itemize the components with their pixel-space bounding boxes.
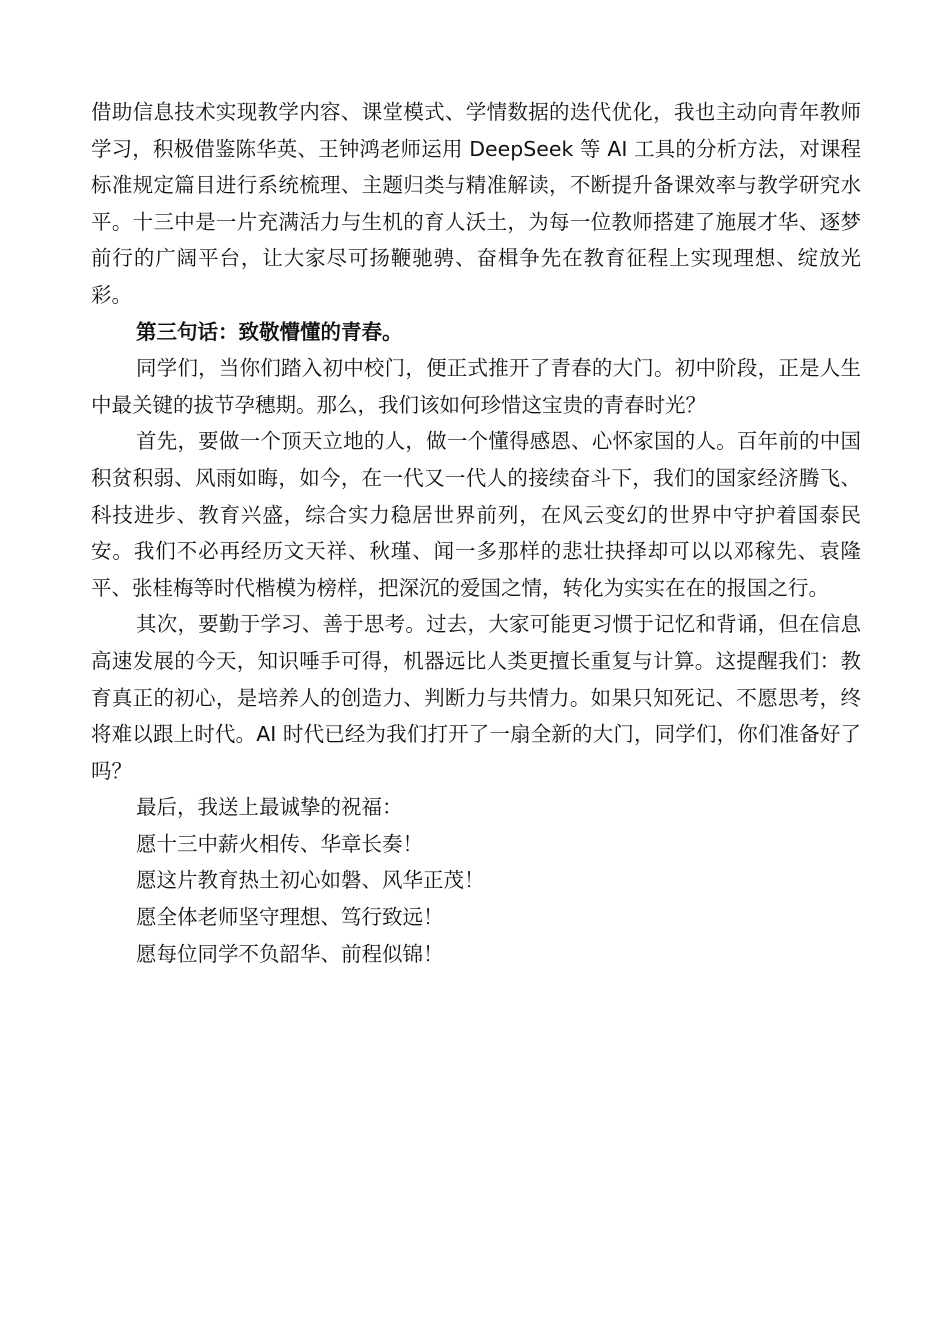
wish-line: 愿全体老师坚守理想、笃行致远！	[136, 905, 444, 930]
paragraph-continued: 借助信息技术实现教学内容、课堂模式、学情数据的迭代优化，我也主动向青年教师学习，积极借鉴陈华英、王钟鸿老师运用 DeepSeek 等 AI 工具的分析方法，对课程标准规定篇目进行系统梳理、主题归类与精准解读，不断提升备课效率与教学研究水平。十三中是一片充满活力与生机的育人沃土，为每一位教师搭建了施展才华、逐梦前行的广阔平台，让大家尽可扬鞭驰骋、奋楫争先在教育征程上实现理想、绽放光彩。	[91, 100, 861, 307]
paragraph-first-point: 首先，要做一个顶天立地的人，做一个懂得感恩、心怀家国的人。百年前的中国积贫积弱、风雨如晦，如今，在一代又一代人的接续奋斗下，我们的国家经济腾飞、科技进步、教育兴盛，综合实力稳居世界前列，在风云变幻的世界中守护着国泰民安。我们不必再经历文天祥、秋瑾、闻一多那样的悲壮抉择却可以以邓稼先、袁隆平、张桂梅等时代楷模为榜样，把深沉的爱国之情，转化为实实在在的报国之行。	[91, 429, 861, 600]
document-body	[91, 94, 861, 972]
section-heading: 第三句话：致敬懵懂的青春。	[136, 319, 403, 344]
wish-line: 愿每位同学不负韶华、前程似锦！	[136, 941, 444, 966]
closing-intro: 最后，我送上最诚挚的祝福：	[136, 795, 403, 820]
paragraph-second-point: 其次，要勤于学习、善于思考。过去，大家可能更习惯于记忆和背诵，但在信息高速发展的今天，知识唾手可得，机器远比人类更擅长重复与计算。这提醒我们：教育真正的初心，是培养人的创造力、判断力与共情力。如果只知死记、不愿思考，终将难以跟上时代。AI 时代已经为我们打开了一扇全新的大门，同学们，你们准备好了吗？	[91, 612, 861, 783]
wish-line: 愿十三中薪火相传、华章长奏！	[136, 831, 423, 856]
wish-line: 愿这片教育热土初心如磐、风华正茂！	[136, 868, 485, 893]
paragraph-students: 同学们，当你们踏入初中校门，便正式推开了青春的大门。初中阶段，正是人生中最关键的拔节孕穗期。那么，我们该如何珍惜这宝贵的青春时光？	[91, 356, 861, 417]
